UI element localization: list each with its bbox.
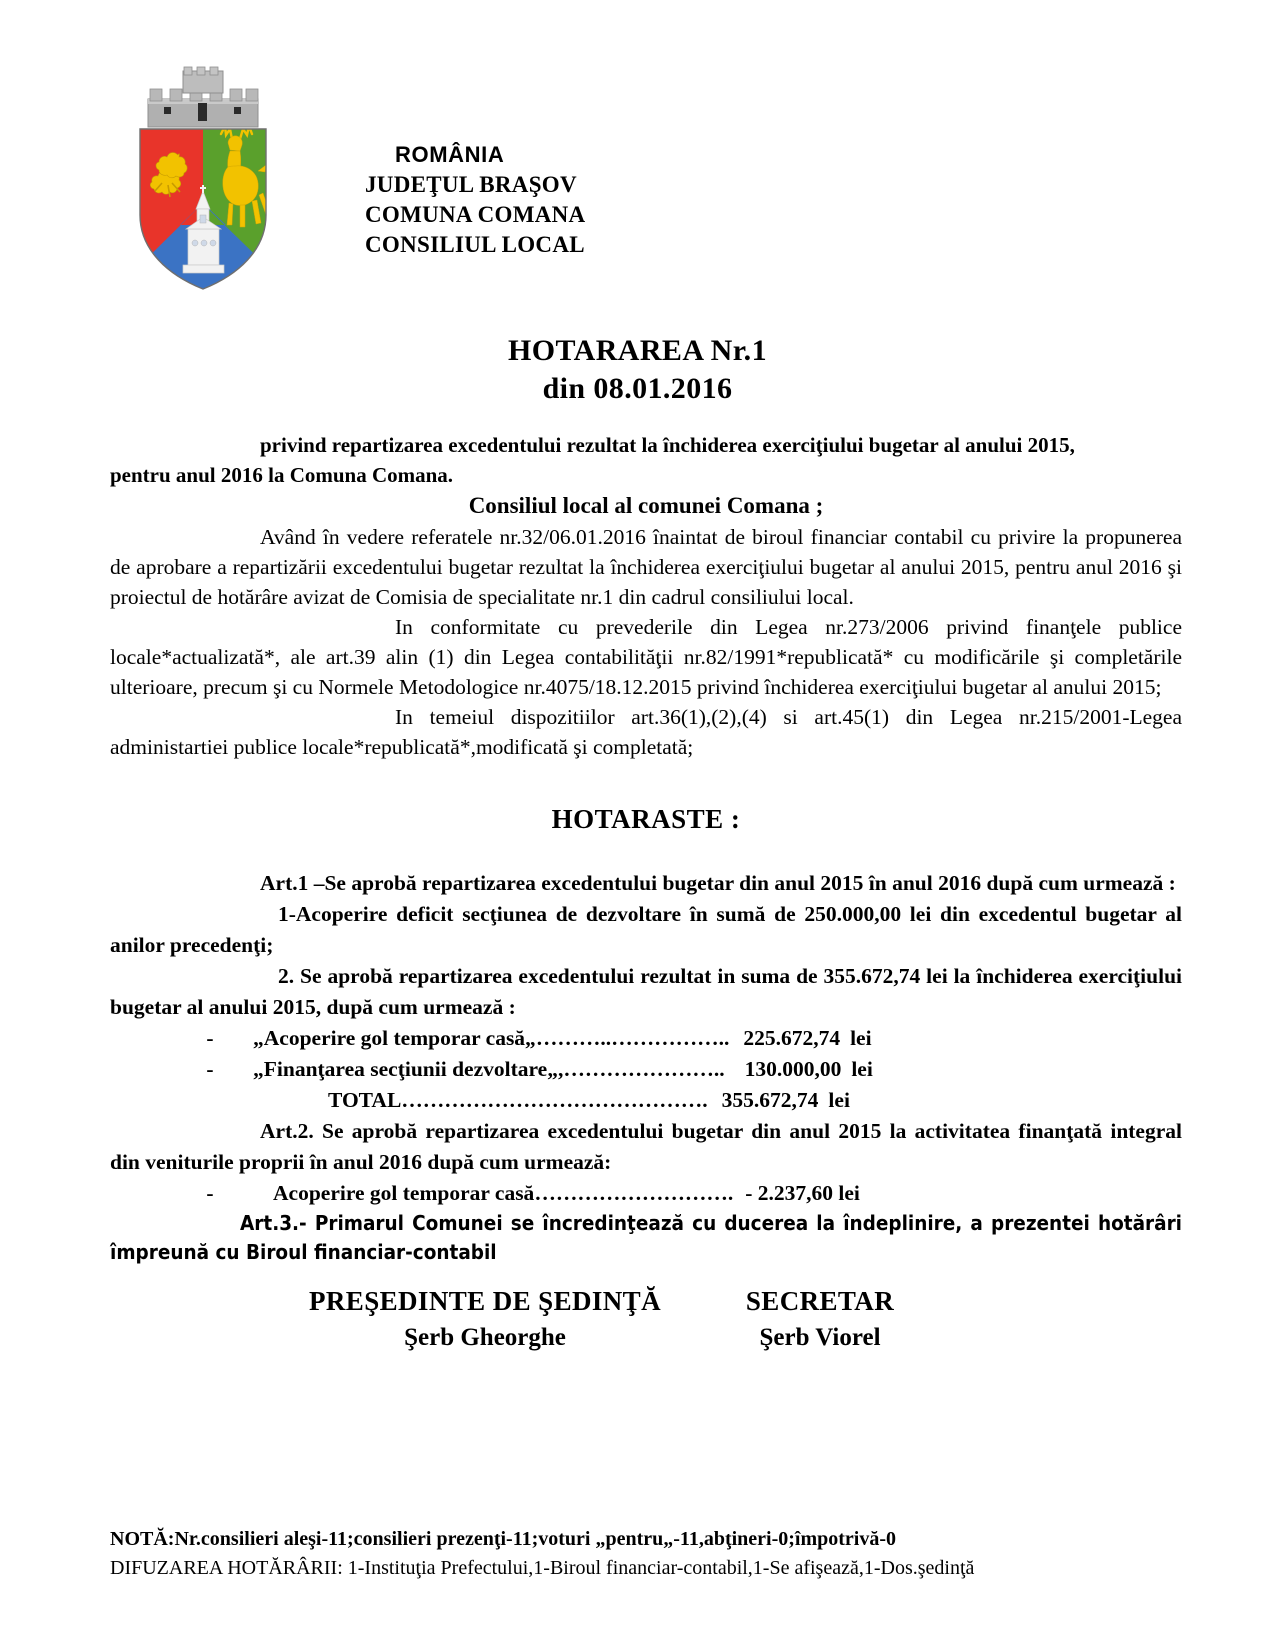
list-bullet: -: [206, 1026, 214, 1050]
list-item-dots: ,…………………..: [557, 1057, 725, 1081]
recital-3: [110, 702, 1182, 762]
recital-text-2: In conformitate cu prevederile din Legea nr.273/2006 privind finanţele publice locale*actualizată*, ale art.39 alin (1) din Legea contabilităţii nr.82/1991*republicată* cu modificările şi completările ulterioare, precum şi cu Normele Metodologice nr.4075/18.12.2015 privind închiderea exerciţiului bugetar al anului 2015;: [110, 615, 1182, 699]
list-item-label: „Finanţarea secţiunii dezvoltare„: [253, 1057, 558, 1081]
article-1-text: Art.1 –Se aprobă repartizarea excedentului bugetar din anul 2015 în anul 2016 după cum urmează :: [260, 871, 1176, 895]
total-dots: …………………………………….: [401, 1088, 708, 1112]
article-3-text: Art.3.- Primarul Comunei se încredinţează cu ducerea la îndeplinire, a prezentei hotărâri împreună cu Biroul financiar-contabil: [110, 1211, 1182, 1264]
article-2-text: Art.2. Se aprobă repartizarea excedentului bugetar din anul 2015 la activitatea finanţată integral din veniturile proprii în anul 2016 după cum urmează:: [110, 1119, 1182, 1174]
subject-text-2: pentru anul 2016 la Comuna Comana.: [110, 463, 454, 487]
org-line-council: CONSILIUL LOCAL: [365, 232, 585, 257]
list-bullet: -: [206, 1057, 214, 1081]
council-line: Consiliul local al comunei Comana ;: [468, 493, 824, 518]
title-line-number: HOTARAREA Nr.1: [508, 334, 767, 367]
decision-heading: HOTARASTE :: [551, 804, 741, 834]
list-item-amount: 130.000,00: [744, 1057, 842, 1081]
org-line-commune: COMUNA COMANA: [365, 202, 586, 227]
subject-line-2: [110, 460, 1182, 490]
org-line-county: JUDEŢUL BRAŞOV: [365, 172, 577, 197]
article-1-point-1-text: 1-Acoperire deficit secţiunea de dezvoltare în sumă de 250.000,00 lei din excedentul bugetar al anilor precedenţi;: [110, 902, 1182, 957]
article-3: [110, 1209, 1182, 1267]
signature-president-name: Şerb Gheorghe: [404, 1324, 566, 1351]
document-title: [0, 332, 1275, 408]
list-item-amount: 225.672,74: [743, 1026, 841, 1050]
article-1-point-2-text: 2. Se aprobă repartizarea excedentului rezultat in suma de 355.672,74 lei la închiderea exerciţiului bugetar al anului 2015, după cum urmează :: [110, 964, 1182, 1019]
article-1-point-1: [110, 899, 1182, 961]
list-item: [110, 1023, 1182, 1054]
art2-item-amount: - 2.237,60 lei: [745, 1181, 860, 1205]
list-item-label: „Acoperire gol temporar casă„: [253, 1026, 536, 1050]
footer-note: NOTĂ:Nr.consilieri aleşi-11;consilieri prezenţi-11;voturi „pentru„-11,abţineri-0;împotrivă-0: [110, 1528, 897, 1550]
signature-secretary: [670, 1282, 970, 1356]
org-line-country: ROMÂNIA: [395, 142, 505, 167]
list-bullet: -: [206, 1181, 214, 1205]
coat-of-arms-icon: [128, 65, 278, 295]
recital-text-3: In temeiul dispozitiilor art.36(1),(2),(4) si art.45(1) din Legea nr.215/2001-Legea administartiei publice locale*republicată*,modificată şi completată;: [110, 705, 1182, 759]
subject-line-1: [110, 430, 1182, 460]
signature-block: [0, 1282, 1275, 1356]
organization-block: [365, 140, 825, 260]
list-item-currency: lei: [851, 1057, 873, 1081]
signature-secretary-name: Şerb Viorel: [759, 1324, 881, 1351]
document-header: [0, 55, 1275, 315]
signature-president: [300, 1282, 670, 1356]
signature-secretary-role: SECRETAR: [745, 1286, 895, 1316]
list-item: [110, 1054, 1182, 1085]
article-2: [110, 1116, 1182, 1178]
footer-distribution: DIFUZAREA HOTĂRÂRII: 1-Instituţia Prefectului,1-Biroul financiar-contabil,1-Se afişează,1-Dos.şedinţă: [110, 1557, 975, 1579]
article-1: [110, 868, 1182, 899]
list-item-currency: lei: [850, 1026, 872, 1050]
list-item-total: [110, 1085, 1182, 1116]
article-1-point-2: [110, 961, 1182, 1023]
document-footer: [110, 1525, 1190, 1583]
art2-item-dots: ……………………….: [534, 1181, 734, 1205]
total-label: TOTAL: [328, 1088, 402, 1112]
total-currency: lei: [828, 1088, 850, 1112]
total-amount: 355.672,74: [721, 1088, 819, 1112]
document-body: [110, 430, 1182, 1267]
signature-president-role: PREŞEDINTE DE ŞEDINŢĂ: [309, 1286, 661, 1316]
recital-text-1: Având în vedere referatele nr.32/06.01.2016 înaintat de biroul financiar contabil cu privire la propunerea de aprobare a repartizării excedentului bugetar rezultat la închiderea exerciţiului bugetar al anului 2015, pentru anul 2016 şi proiectul de hotărâre avizat de Comisia de specialitate nr.1 din cadrul consiliului local.: [110, 525, 1182, 609]
recital-1: [110, 522, 1182, 612]
list-item-dots: ………..……………..: [535, 1026, 730, 1050]
recital-2: [110, 612, 1182, 702]
title-line-date: din 08.01.2016: [542, 372, 733, 405]
art2-item-label: Acoperire gol temporar casă: [273, 1181, 535, 1205]
list-item-art2: [110, 1178, 1182, 1209]
subject-text-1: privind repartizarea excedentului rezultat la închiderea exerciţiului bugetar al anului 2015,: [260, 433, 1075, 457]
